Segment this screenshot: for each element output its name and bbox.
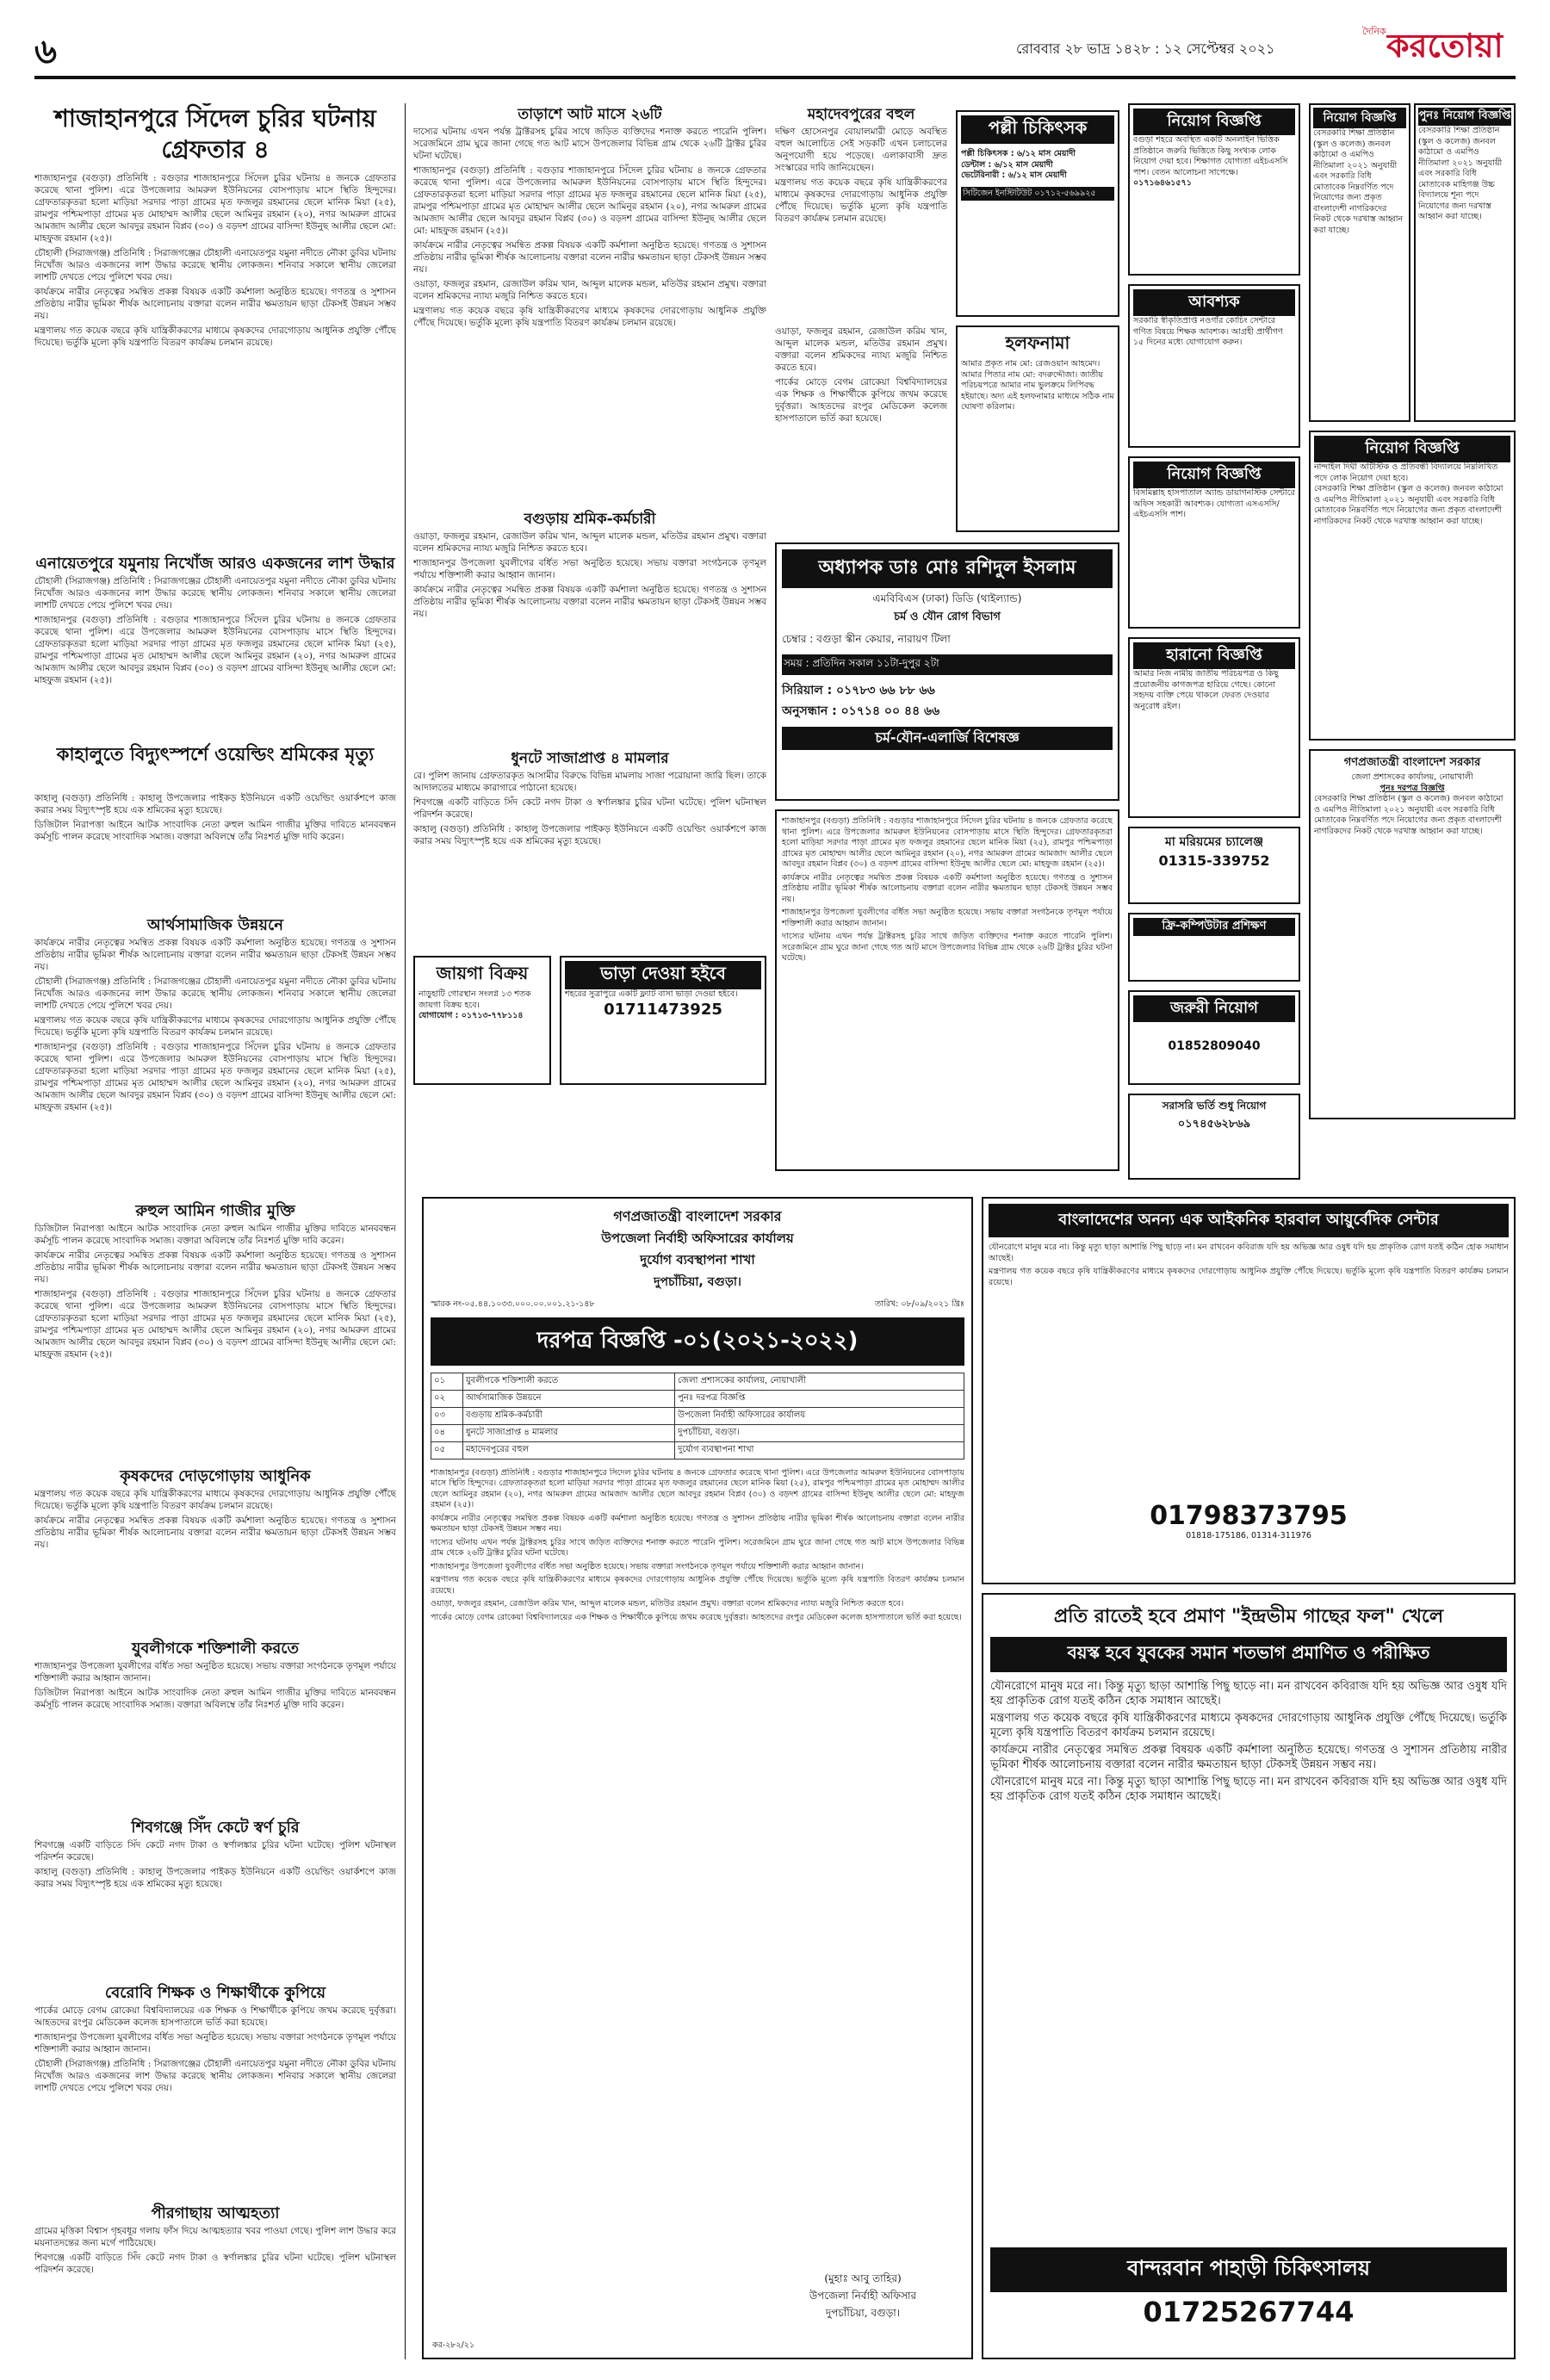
lead-headline: শাজাহানপুরে সিঁদেল চুরির ঘটনায় গ্রেফতার ৪ (54, 104, 376, 164)
job4-body: বেসরকারি শিক্ষা প্রতিষ্ঠান (স্কুল ও কলেজ) জনবল কাঠামো ও এমপিও নীতিমালা ২০২১ অনুযায়ী এবং সরকারি বিধি মোতাবেক মাহিগঞ্জ উচ্চ বিদ্যালয়ে শূন্য পদে নিয়োগের জন্য দরখাস্ত আহ্বান করা যাচ্ছে। (1418, 126, 1503, 221)
herbal-phone: 01798373795 (1150, 1501, 1348, 1531)
computer-title: ফ্রি-কম্পিউটার প্রশিক্ষণ (1133, 918, 1295, 936)
lost-title: হারানো বিজ্ঞপ্তি (1133, 642, 1295, 669)
hospital-line-2: ডেন্টাল : ৬/১২ মাস মেয়াদী (961, 159, 1053, 170)
story5-headline: রুহুল আমিন গাজীর মুক্তি (135, 1202, 295, 1220)
col2-story3-headline: ধুনটে সাজাপ্রাপ্ত ৪ মামলার (511, 750, 669, 767)
govt-title: গণপ্রজাতন্ত্রী বাংলাদেশ সরকার (1343, 756, 1481, 769)
story7-body: শাজাহানপুর উপজেলা যুবলীগের বর্ধিত সভা অনুষ্ঠিত হয়েছে। সভায় বক্তারা সংগঠনকে তৃণমূল পর্যায়ে শক্তিশালী করার আহ্বান জানান। ডিজিটাল নিরাপত্তা আইনে আটক সাংবাদিক নেতা রুহুল আমিন গাজীর মুক্তির দাবিতে মানববন্ধন কর্মসূচি পালন করেছে সাংবাদিক সমাজ। বক্তারা অবিলম্বে তাঁর নিঃশর্ত মুক্তি দাবি করেন। (34, 1661, 396, 1710)
ad-promise (982, 1593, 1516, 2359)
herbal-title: বাংলাদেশের অনন্য এক আইকনিক হারবাল আয়ুর্বেদিক সেন্টার (989, 1204, 1509, 1237)
tender-title: দরপত্র বিজ্ঞপ্তি -০১(২০২১-২০২২) (431, 1317, 964, 1366)
challenge-title: মা মরিয়মের চ্যালেঞ্জ (1164, 835, 1264, 849)
story4-headline: আর্থসামাজিক উন্নয়নে (147, 916, 283, 934)
doctor-tag: চর্ম-যৌন-এলার্জি বিশেষজ্ঞ (782, 727, 1113, 750)
doctor-chamber: চেম্বার : বগুড়া স্কীন কেয়ার, নারায়ণ টিলা (782, 633, 951, 645)
urgent-title: জরুরী নিয়োগ (1133, 995, 1295, 1022)
column-2 (413, 103, 766, 1180)
doctor-hours: সময় : প্রতিদিন সকাল ১১টা-দুপুর ২টা (782, 654, 1113, 675)
page-number: ৬ (34, 32, 58, 71)
wanted-body: সরকারি স্বীকৃতিপ্রাপ্ত নওগাঁর কোচিং সেন্টারে গণিত বিষয়ে শিক্ষক আবশ্যক। আগ্রহী প্রার্থীগণ ১৫ দিনের মধ্যে যোগাযোগ করুন। (1133, 316, 1283, 347)
story8-headline: শিবগঞ্জে সিঁদ কেটে স্বর্ণ চুরি (131, 1819, 300, 1837)
tender-notice (422, 1197, 973, 2359)
col3-story1-headline: মহাদেবপুরের বহুল (807, 106, 915, 123)
tender-conditions: শাজাহানপুর (বগুড়া) প্রতিনিধি : বগুড়ার শাজাহানপুরে সিঁদেল চুরির ঘটনায় ৪ জনকে গ্রেফতার করেছে থানা পুলিশ। এরে উপজেলার আমরুল ইউনিয়নের বোসপাড়ায় মাসে স্থিতি হিন্দুদের। গ্রেফতারকৃতরা হলো মাড়িয়া সরদার পাড়া গ্রামের মৃত ফজলুর রহমানের ছেলে মানিক মিয়া (২৫), রামপুর পশ্চিমপাড়া গ্রামের মৃত মোহাম্মদ আলীর ছেলে আমিনুর রহমান (২০), নগর আমরুল গ্রামের আমজাদ আলীর ছেলে আবদুর রহমান বিপ্লব (৩০) ও বড়দশ গ্রামের বাসিন্দা ইউনুছ আলীর ছেলে মো: মাহফুজ রহমান (২৫)। কার্যক্রমে নারীর নেতৃত্বের সমন্বিত প্রকল্প বিষয়ক একটি কর্মশালা অনুষ্ঠিত হয়েছে। গণতন্ত্র ও সুশাসন প্রতিষ্ঠায় নারীর ভূমিকা শীর্ষক আলোচনায় বক্তারা বলেন নারীর ক্ষমতায়ন ছাড়া টেকসই উন্নয়ন সম্ভব নয়। দাস্যের ঘটনায় এখন পর্যন্ত ট্রাক্টরসহ চুরির সাথে জড়িত ব্যক্তিদের শনাক্ত করতে পারেনি পুলিশ। সরেজমিনে গ্রাম ঘুরে জানা গেছে গত আট মাসে উপজেলার বিভিন্ন গ্রাম থেকে ২৬টি ট্রাক্টর চুরির ঘটনা ঘটেছে। শাজাহানপুর উপজেলা যুবলীগের বর্ধিত সভা অনুষ্ঠিত হয়েছে। সভায় বক্তারা সংগঠনকে তৃণমূল পর্যায়ে শক্তিশালী করার আহ্বান জানান। মন্ত্রণালয় গত কয়েক বছরে কৃষি যান্ত্রিকীকরণের মাধ্যমে কৃষকদের দোরগোড়ায় আধুনিক প্রযুক্তি পৌঁছে দিয়েছে। ভর্তুকি মূল্যে কৃষি যন্ত্রপাতি বিতরণ কার্যক্রম চলমান রয়েছে। ওয়াড়া, ফজলুর রহমান, রেজাউল করিম খান, আব্দুল মালেক মন্ডল, মতিউর রহমান প্রমুখ। বক্তারা বলেন শ্রমিকদের ন্যায্য মজুরি নিশ্চিত করতে হবে। পার্কের মোড়ে বেগম রোকেয়া বিশ্ববিদ্যালয়ের এক শিক্ষক ও শিক্ষার্থীকে কুপিয়ে জখম করেছে দুর্বৃত্তরা। আহতদের রংপুর মেডিকেল কলেজ হাসপাতালে ভর্তি করা হয়েছে। (431, 1467, 964, 1622)
bank-notice-body: শাজাহানপুর (বগুড়া) প্রতিনিধি : বগুড়ার শাজাহানপুরে সিঁদেল চুরির ঘটনায় ৪ জনকে গ্রেফতার করেছে থানা পুলিশ। এরে উপজেলার আমরুল ইউনিয়নের বোসপাড়ায় মাসে স্থিতি হিন্দুদের। গ্রেফতারকৃতরা হলো মাড়িয়া সরদার পাড়া গ্রামের মৃত ফজলুর রহমানের ছেলে মানিক মিয়া (২৫), রামপুর পশ্চিমপাড়া গ্রামের মৃত মোহাম্মদ আলীর ছেলে আমিনুর রহমান (২০), নগর আমরুল গ্রামের আমজাদ আলীর ছেলে আবদুর রহমান বিপ্লব (৩০) ও বড়দশ গ্রামের বাসিন্দা ইউনুছ আলীর ছেলে মো: মাহফুজ রহমান (২৫)। কার্যক্রমে নারীর নেতৃত্বের সমন্বিত প্রকল্প বিষয়ক একটি কর্মশালা অনুষ্ঠিত হয়েছে। গণতন্ত্র ও সুশাসন প্রতিষ্ঠায় নারীর ভূমিকা শীর্ষক আলোচনায় বক্তারা বলেন নারীর ক্ষমতায়ন ছাড়া টেকসই উন্নয়ন সম্ভব নয়। শাজাহানপুর উপজেলা যুবলীগের বর্ধিত সভা অনুষ্ঠিত হয়েছে। সভায় বক্তারা সংগঠনকে তৃণমূল পর্যায়ে শক্তিশালী করার আহ্বান জানান। দাস্যের ঘটনায় এখন পর্যন্ত ট্রাক্টরসহ চুরির সাথে জড়িত ব্যক্তিদের শনাক্ত করতে পারেনি পুলিশ। সরেজমিনে গ্রাম ঘুরে জানা গেছে গত আট মাসে উপজেলার বিভিন্ন গ্রাম থেকে ২৬টি ট্রাক্টর চুরির ঘটনা ঘটেছে। (782, 816, 1113, 963)
govt-sub: জেলা প্রশাসকের কার্যালয়, নোয়াখালী (1351, 772, 1473, 782)
hospital-title: পল্লী চিকিৎসক (961, 115, 1114, 144)
promise-subtitle: বয়স্ক হবে যুবকের সমান শতভাগ প্রমাণিত ও পরীক্ষিত (990, 1637, 1507, 1672)
promise-body: যৌনরোগে মানুষ মরে না। কিন্তু মৃত্যু ছাড়া আশান্তি পিছু ছাড়ে না। মন রাখবেন কবিরাজ যদি হয় অভিজ্ঞ আর ওষুধ যদি হয় প্রাকৃতিক রোগ যতই কঠিন হোক সমাধান আছেই। মন্ত্রণালয় গত কয়েক বছরে কৃষি যান্ত্রিকীকরণের মাধ্যমে কৃষকদের দোরগোড়ায় আধুনিক প্রযুক্তি পৌঁছে দিয়েছে। ভর্তুকি মূল্যে কৃষি যন্ত্রপাতি বিতরণ কার্যক্রম চলমান রয়েছে। কার্যক্রমে নারীর নেতৃত্বের সমন্বিত প্রকল্প বিষয়ক একটি কর্মশালা অনুষ্ঠিত হয়েছে। গণতন্ত্র ও সুশাসন প্রতিষ্ঠায় নারীর ভূমিকা শীর্ষক আলোচনায় বক্তারা বলেন নারীর ক্ষমতায়ন ছাড়া টেকসই উন্নয়ন সম্ভব নয়। যৌনরোগে মানুষ মরে না। কিন্তু মৃত্যু ছাড়া আশান্তি পিছু ছাড়ে না। মন রাখবেন কবিরাজ যদি হয় অভিজ্ঞ আর ওষুধ যদি হয় প্রাকৃতিক রোগ যতই কঠিন হোক সমাধান আছেই। (990, 1680, 1507, 1803)
story4-body: কার্যক্রমে নারীর নেতৃত্বের সমন্বিত প্রকল্প বিষয়ক একটি কর্মশালা অনুষ্ঠিত হয়েছে। গণতন্ত্র ও সুশাসন প্রতিষ্ঠায় নারীর ভূমিকা শীর্ষক আলোচনায় বক্তারা বলেন নারীর ক্ষমতায়ন ছাড়া টেকসই উন্নয়ন সম্ভব নয়। চৌহালী (সিরাজগঞ্জ) প্রতিনিধি : সিরাজগঞ্জের চৌহালী এনায়েতপুর যমুনা নদীতে নৌকা ডুবির ঘটনায় নিখোঁজ আরও একজনের লাশ উদ্ধার করেছে স্থানীয় লোকজন। শনিবার সকালে স্থানীয় জেলেরা লাশটি দেখতে পেয়ে পুলিশে খবর দেয়। মন্ত্রণালয় গত কয়েক বছরে কৃষি যান্ত্রিকীকরণের মাধ্যমে কৃষকদের দোরগোড়ায় আধুনিক প্রযুক্তি পৌঁছে দিয়েছে। ভর্তুকি মূল্যে কৃষি যন্ত্রপাতি বিতরণ কার্যক্রম চলমান রয়েছে। শাজাহানপুর (বগুড়া) প্রতিনিধি : বগুড়ার শাজাহানপুরে সিঁদেল চুরির ঘটনায় ৪ জনকে গ্রেফতার করেছে থানা পুলিশ। এরে উপজেলার আমরুল ইউনিয়নের বোসপাড়ায় মাসে স্থিতি হিন্দুদের। গ্রেফতারকৃতরা হলো মাড়িয়া সরদার পাড়া গ্রামের মৃত ফজলুর রহমানের ছেলে মানিক মিয়া (২৫), রামপুর পশ্চিমপাড়া গ্রামের মৃত মোহাম্মদ আলীর ছেলে আমিনুর রহমান (২০), নগর আমরুল গ্রামের আমজাদ আলীর ছেলে আবদুর রহমান বিপ্লব (৩০) ও বড়দশ গ্রামের বাসিন্দা ইউনুছ আলীর ছেলে মো: মাহফুজ রহমান (২৫)। (34, 938, 396, 1113)
job3-body: বেসরকারি শিক্ষা প্রতিষ্ঠান (স্কুল ও কলেজ) জনবল কাঠামো ও এমপিও নীতিমালা ২০২১ অনুযায়ী এবং সরকারি বিধি মোতাবেক নিম্নবর্ণিত পদে নিয়োগের জন্য প্রকৃত বাংলাদেশী নাগরিকদের নিকট থেকে দরখাস্ত আহ্বান করা যাচ্ছে। (1313, 128, 1404, 235)
job3-title: নিয়োগ বিজ্ঞপ্তি (1313, 108, 1406, 128)
story10-headline: পীরগাছায় আত্মহত্যা (151, 2204, 280, 2222)
ad-lost (1128, 637, 1300, 818)
story9-headline: বেরোবি শিক্ষক ও শিক্ষার্থীকে কুপিয়ে (104, 1984, 326, 2002)
column-4 (1128, 103, 1300, 1188)
column-1 (34, 103, 396, 2368)
doctor-serial-2: অনুসন্ধান : ০১৭১৪ ০০ ৪৪ ৬৬ (782, 704, 940, 718)
col2-story1-headline: তাড়াশে আট মাসে ২৬টি (518, 106, 662, 123)
job4-title: পুনঃ নিয়োগ বিজ্ঞপ্তি (1418, 108, 1511, 126)
tender-govt: গণপ্রজাতন্ত্রী বাংলাদেশ সরকার (613, 1208, 782, 1224)
job5-body: নান্দাইল দিঘী অটিস্টিক ও প্রতিবন্ধী বিদ্যালয়ে নিম্নলিখিত পদে লোক নিয়োগ দেয়া হবে। (1314, 462, 1498, 483)
ad-rent (560, 956, 766, 1085)
herbal-body: যৌনরোগে মানুষ মরে না। কিন্তু মৃত্যু ছাড়া আশান্তি পিছু ছাড়ে না। মন রাখবেন কবিরাজ যদি হয় অভিজ্ঞ আর ওষুধ যদি হয় প্রাকৃতিক রোগ যতই কঠিন হোক সমাধান আছেই। মন্ত্রণালয় গত কয়েক বছরে কৃষি যান্ত্রিকীকরণের মাধ্যমে কৃষকদের দোরগোড়ায় আধুনিক প্রযুক্তি পৌঁছে দিয়েছে। ভর্তুকি মূল্যে কৃষি যন্ত্রপাতি বিতরণ কার্যক্রম চলমান রয়েছে। (989, 1243, 1509, 1287)
job1-phone: ০১৭১৬৪৬১৫৭১ (1133, 178, 1192, 188)
govt-body: বেসরকারি শিক্ষা প্রতিষ্ঠান (স্কুল ও কলেজ) জনবল কাঠামো ও এমপিও নীতিমালা ২০২১ অনুযায়ী এবং সরকারি বিধি মোতাবেক নিম্নবর্ণিত পদে নিয়োগের জন্য প্রকৃত বাংলাদেশী নাগরিকদের নিকট থেকে দরখাস্ত আহ্বান করা যাচ্ছে। (1314, 794, 1504, 836)
story8-body: শিবগঞ্জে একটি বাড়িতে সিঁদ কেটে নগদ টাকা ও স্বর্ণালঙ্কার চুরির ঘটনা ঘটেছে। পুলিশ ঘটনাস্থল পরিদর্শন করেছে। কাহালু (বগুড়া) প্রতিনিধি : কাহালু উপজেলার পাইকড় ইউনিয়নে একটি ওয়েল্ডিং ওয়ার্কশপে কাজ করার সময় বিদ্যুৎস্পৃষ্ট হয়ে এক শ্রমিকের মৃত্যু হয়েছে। (34, 1840, 396, 1889)
ad-job-4 (1414, 103, 1516, 422)
col2-story2-headline: বগুড়ায় শ্রমিক-কর্মচারী (524, 511, 656, 528)
ad-doctor (775, 542, 1119, 801)
affidavit-body: আমার প্রকৃত নাম মো: রেজওয়ান আহমেদ। আমার পিতার নাম মো: বদরুদ্দৌজা। জাতীয় পরিচয়পত্রে আমার নাম ভুলক্রমে লিপিবদ্ধ হইয়াছে। অদ্য এই হলফনামার মাধ্যমে সঠিক নাম ঘোষণা করিলাম। (961, 359, 1114, 412)
clinic-name: বান্দরবান পাহাড়ী চিকিৎসালয় (990, 2247, 1507, 2292)
header-rule (34, 76, 1516, 79)
ad-rent-phone: 01711473925 (604, 1000, 722, 1019)
ad-land-phone: যোগাযোগ : ০১৭১৩-৭৭৮১১৪ (418, 1011, 524, 1020)
doctor-specialty: চর্ম ও যৌন রোগ বিভাগ (894, 610, 1001, 623)
hospital-line-3: ভেটেরিনারী : ৬/১২ মাস মেয়াদী (961, 170, 1067, 180)
column-divider (405, 103, 406, 2359)
ad-wanted (1128, 284, 1300, 448)
col3-story2-body: ওয়াড়া, ফজলুর রহমান, রেজাউল করিম খান, আব্দুল মালেক মন্ডল, মতিউর রহমান প্রমুখ। বক্তারা বলেন শ্রমিকদের ন্যায্য মজুরি নিশ্চিত করতে হবে। পার্কের মোড়ে বেগম রোকেয়া বিশ্ববিদ্যালয়ের এক শিক্ষক ও শিক্ষার্থীকে কুপিয়ে জখম করেছে দুর্বৃত্তরা। আহতদের রংপুর মেডিকেল কলেজ হাসপাতালে ভর্তি করা হয়েছে। (775, 326, 947, 424)
tender-place: দুপচাঁচিয়া, বগুড়া। (654, 1275, 741, 1289)
ad-land-sale (413, 956, 551, 1085)
tender-signature: (মুহাঃ আবু তাহির) উপজেলা নির্বাহী অফিসার দুপচাঁচিয়া, বগুড়া। (809, 2272, 917, 2319)
ad-rural-doctor (956, 110, 1119, 317)
lead-story-body: শাজাহানপুর (বগুড়া) প্রতিনিধি : বগুড়ার শাজাহানপুরে সিঁদেল চুরির ঘটনায় ৪ জনকে গ্রেফতার করেছে থানা পুলিশ। এরে উপজেলার আমরুল ইউনিয়নের বোসপাড়ায় মাসে স্থিতি হিন্দুদের। গ্রেফতারকৃতরা হলো মাড়িয়া সরদার পাড়া গ্রামের মৃত ফজলুর রহমানের ছেলে মানিক মিয়া (২৫), রামপুর পশ্চিমপাড়া গ্রামের মৃত মোহাম্মদ আলীর ছেলে আমিনুর রহমান (২০), নগর আমরুল গ্রামের আমজাদ আলীর ছেলে আবদুর রহমান বিপ্লব (৩০) ও বড়দশ গ্রামের বাসিন্দা ইউনুছ আলীর ছেলে মো: মাহফুজ রহমান (২৫)। চৌহালী (সিরাজগঞ্জ) প্রতিনিধি : সিরাজগঞ্জের চৌহালী এনায়েতপুর যমুনা নদীতে নৌকা ডুবির ঘটনায় নিখোঁজ আরও একজনের লাশ উদ্ধার করেছে স্থানীয় লোকজন। শনিবার সকালে স্থানীয় জেলেরা লাশটি দেখতে পেয়ে পুলিশে খবর দেয়। কার্যক্রমে নারীর নেতৃত্বের সমন্বিত প্রকল্প বিষয়ক একটি কর্মশালা অনুষ্ঠিত হয়েছে। গণতন্ত্র ও সুশাসন প্রতিষ্ঠায় নারীর ভূমিকা শীর্ষক আলোচনায় বক্তারা বলেন নারীর ক্ষমতায়ন ছাড়া টেকসই উন্নয়ন সম্ভব নয়। মন্ত্রণালয় গত কয়েক বছরে কৃষি যান্ত্রিকীকরণের মাধ্যমে কৃষকদের দোরগোড়ায় আধুনিক প্রযুক্তি পৌঁছে দিয়েছে। ভর্তুকি মূল্যে কৃষি যন্ত্রপাতি বিতরণ কার্যক্রম চলমান রয়েছে। (34, 173, 396, 348)
study-phone: ০১৭৪৫৬২৮৬৯ (1177, 1118, 1251, 1131)
col3-story1-body: দক্ষিণ হোসেনপুর বোয়ালমারী মোড়ে অবস্থিত বহুল আলোচিত সেই সড়কটি এখন চলাচলের অনুপযোগী হয়ে পড়েছে। এলাকাবাসী দ্রুত সংস্কারের দাবি জানিয়েছেন। মন্ত্রণালয় গত কয়েক বছরে কৃষি যান্ত্রিকীকরণের মাধ্যমে কৃষকদের দোরগোড়ায় আধুনিক প্রযুক্তি পৌঁছে দিয়েছে। ভর্তুকি মূল্যে কৃষি যন্ত্রপাতি বিতরণ কার্যক্রম চলমান রয়েছে। (775, 127, 947, 224)
tender-table: ০১ যুবলীগকে শক্তিশালী করতে জেলা প্রশাসকের কার্যালয়, নোয়াখালী ০২ আর্থসামাজিক উন্নয়নে পুনঃ দরপত্র বিজ্ঞপ্তি ০৩ বগুড়ায় শ্রমিক-কর্মচারী উপজেলা নির্বাহী অফিসারের কার্যালয় ০৪ ধুনটে সাজাপ্রাপ্ত ৪ মামলার দুপচাঁচিয়া, বগুড়া। ০৫ মহাদেবপুরের বহুল দুর্যোগ ব্যবস্থাপনা শাখা (431, 1373, 964, 1460)
story7-headline: যুবলীগকে শক্তিশালী করতে (131, 1639, 300, 1658)
tender-date: তারিখ: ০৮/০৯/২০২১ খ্রিঃ (875, 1299, 964, 1309)
job5-extra: বেসরকারি শিক্ষা প্রতিষ্ঠান (স্কুল ও কলেজ) জনবল কাঠামো ও এমপিও নীতিমালা ২০২১ অনুযায়ী এবং সরকারি বিধি মোতাবেক নিম্নবর্ণিত পদে নিয়োগের জন্য প্রকৃত বাংলাদেশী নাগরিকদের নিকট থেকে দরখাস্ত আহ্বান করা যাচ্ছে। (1314, 484, 1504, 526)
wanted-title: আবশ্যক (1133, 289, 1295, 316)
story2-headline: এনায়েতপুরে যমুনায় নিখোঁজ আরও একজনের লাশ উদ্ধার (35, 555, 395, 573)
ad-affidavit (956, 325, 1119, 532)
govt-tender: পুনঃ দরপত্র বিজ্ঞপ্তি (1380, 783, 1445, 793)
hospital-line-1: পল্লী চিকিৎসক : ৬/১২ মাস মেয়াদী (961, 149, 1076, 158)
page-header (0, 0, 1550, 102)
herbal-phone-2: 01818-175186, 01314-311976 (1186, 1531, 1311, 1540)
story9-body: পার্কের মোড়ে বেগম রোকেয়া বিশ্ববিদ্যালয়ের এক শিক্ষক ও শিক্ষার্থীকে কুপিয়ে জখম করেছে দুর্বৃত্তরা। আহতদের রংপুর মেডিকেল কলেজ হাসপাতালে ভর্তি করা হয়েছে। শাজাহানপুর উপজেলা যুবলীগের বর্ধিত সভা অনুষ্ঠিত হয়েছে। সভায় বক্তারা সংগঠনকে তৃণমূল পর্যায়ে শক্তিশালী করার আহ্বান জানান। চৌহালী (সিরাজগঞ্জ) প্রতিনিধি : সিরাজগঞ্জের চৌহালী এনায়েতপুর যমুনা নদীতে নৌকা ডুবির ঘটনায় নিখোঁজ আরও একজনের লাশ উদ্ধার করেছে স্থানীয় লোকজন। শনিবার সকালে স্থানীয় জেলেরা লাশটি দেখতে পেয়ে পুলিশে খবর দেয়। (34, 2005, 396, 2093)
ad-govt-notice (1309, 749, 1516, 1119)
ad-job-1 (1128, 103, 1300, 276)
ad-computer (1128, 913, 1300, 982)
tender-ref-row (431, 1299, 964, 1311)
story10-body: গ্রামের মৃত্তিকা বিশ্বাস গৃহবধূর গলায় ফাঁস দিয়ে আত্মহত্যার খবর পাওয়া গেছে। পুলিশ লাশ উদ্ধার করে ময়নাতদন্তের জন্য মর্গে পাঠিয়েছে। শিবগঞ্জে একটি বাড়িতে সিঁদ কেটে নগদ টাকা ও স্বর্ণালঙ্কার চুরির ঘটনা ঘটেছে। পুলিশ ঘটনাস্থল পরিদর্শন করেছে। (34, 2226, 396, 2275)
hospital-phone: সিটিজেন ইনস্টিটিউট ০১৭১২-৫৬৯৯২৫ (961, 187, 1114, 201)
tender-dept: দুর্যোগ ব্যবস্থাপনা শাখা (640, 1252, 755, 1267)
bank-notice (775, 809, 1119, 1171)
tender-office: উপজেলা নির্বাহী অফিসারের কার্যালয় (601, 1230, 794, 1246)
affidavit-title: হলফনামা (1005, 332, 1070, 353)
story2-body: চৌহালী (সিরাজগঞ্জ) প্রতিনিধি : সিরাজগঞ্জের চৌহালী এনায়েতপুর যমুনা নদীতে নৌকা ডুবির ঘটনায় নিখোঁজ আরও একজনের লাশ উদ্ধার করেছে স্থানীয় লোকজন। শনিবার সকালে স্থানীয় জেলেরা লাশটি দেখতে পেয়ে পুলিশে খবর দেয়। শাজাহানপুর (বগুড়া) প্রতিনিধি : বগুড়ার শাজাহানপুরে সিঁদেল চুরির ঘটনায় ৪ জনকে গ্রেফতার করেছে থানা পুলিশ। এরে উপজেলার আমরুল ইউনিয়নের বোসপাড়ায় মাসে স্থিতি হিন্দুদের। গ্রেফতারকৃতরা হলো মাড়িয়া সরদার পাড়া গ্রামের মৃত ফজলুর রহমানের ছেলে মানিক মিয়া (২৫), রামপুর পশ্চিমপাড়া গ্রামের মৃত মোহাম্মদ আলীর ছেলে আমিনুর রহমান (২০), নগর আমরুল গ্রামের আমজাদ আলীর ছেলে আবদুর রহমান বিপ্লব (৩০) ও বড়দশ গ্রামের বাসিন্দা ইউনুছ আলীর ছেলে মো: মাহফুজ রহমান (২৫)। (34, 576, 396, 685)
doctor-degree: এমবিবিএস (ঢাকা) ডিডি (থাইল্যান্ড) (872, 592, 1022, 604)
col2-story3-body: রে। পুলিশ জানায় গ্রেফতারকৃত আসামীর বিরুদ্ধে বিভিন্ন মামলায় সাজা পরোয়ানা জারি ছিল। তাকে আদালতের মাধ্যমে কারাগারে পাঠানো হয়েছে। শিবগঞ্জে একটি বাড়িতে সিঁদ কেটে নগদ টাকা ও স্বর্ণালঙ্কার চুরির ঘটনা ঘটেছে। পুলিশ ঘটনাস্থল পরিদর্শন করেছে। কাহালু (বগুড়া) প্রতিনিধি : কাহালু উপজেলার পাইকড় ইউনিয়নে একটি ওয়েল্ডিং ওয়ার্কশপে কাজ করার সময় বিদ্যুৎস্পৃষ্ট হয়ে এক শ্রমিকের মৃত্যু হয়েছে। (413, 771, 766, 846)
promise-title: প্রতি রাতেই হবে প্রমাণ "ইন্দ্রভীম গাছের ফল" খেলে (1053, 1606, 1444, 1627)
ad-land-title: জায়গা বিক্রয় (436, 963, 529, 983)
job5-title: নিয়োগ বিজ্ঞপ্তি (1314, 436, 1510, 462)
brand-small: দৈনিক (1362, 26, 1386, 37)
story6-headline: কৃষকদের দোড়গোড়ায় আধুনিক (120, 1467, 311, 1485)
ad-job-2 (1128, 456, 1300, 629)
col2-story1-body: দাস্যের ঘটনায় এখন পর্যন্ত ট্রাক্টরসহ চুরির সাথে জড়িত ব্যক্তিদের শনাক্ত করতে পারেনি পুলিশ। সরেজমিনে গ্রাম ঘুরে জানা গেছে গত আট মাসে উপজেলার বিভিন্ন গ্রাম থেকে ২৬টি ট্রাক্টর চুরির ঘটনা ঘটেছে। শাজাহানপুর (বগুড়া) প্রতিনিধি : বগুড়ার শাজাহানপুরে সিঁদেল চুরির ঘটনায় ৪ জনকে গ্রেফতার করেছে থানা পুলিশ। এরে উপজেলার আমরুল ইউনিয়নের বোসপাড়ায় মাসে স্থিতি হিন্দুদের। গ্রেফতারকৃতরা হলো মাড়িয়া সরদার পাড়া গ্রামের মৃত ফজলুর রহমানের ছেলে মানিক মিয়া (২৫), রামপুর পশ্চিমপাড়া গ্রামের মৃত মোহাম্মদ আলীর ছেলে আমিনুর রহমান (২০), নগর আমরুল গ্রামের আমজাদ আলীর ছেলে আবদুর রহমান বিপ্লব (৩০) ও বড়দশ গ্রামের বাসিন্দা ইউনুছ আলীর ছেলে মো: মাহফুজ রহমান (২৫)। কার্যক্রমে নারীর নেতৃত্বের সমন্বিত প্রকল্প বিষয়ক একটি কর্মশালা অনুষ্ঠিত হয়েছে। গণতন্ত্র ও সুশাসন প্রতিষ্ঠায় নারীর ভূমিকা শীর্ষক আলোচনায় বক্তারা বলেন নারীর ক্ষমতায়ন ছাড়া টেকসই উন্নয়ন সম্ভব নয়। ওয়াড়া, ফজলুর রহমান, রেজাউল করিম খান, আব্দুল মালেক মন্ডল, মতিউর রহমান প্রমুখ। বক্তারা বলেন শ্রমিকদের ন্যায্য মজুরি নিশ্চিত করতে হবে। মন্ত্রণালয় গত কয়েক বছরে কৃষি যান্ত্রিকীকরণের মাধ্যমে কৃষকদের দোরগোড়ায় আধুনিক প্রযুক্তি পৌঁছে দিয়েছে। ভর্তুকি মূল্যে কৃষি যন্ত্রপাতি বিতরণ কার্যক্রম চলমান রয়েছে। (413, 127, 766, 328)
masthead-logo: করতোয়া (1386, 27, 1504, 65)
job1-body: বগুড়া শহরে অবস্থিত একটি অনলাইন ভিত্তিক প্রতিষ্ঠানে জরুরি ভিত্তিতে কিছু সংখ্যক লোক নিয়োগ দেয়া হবে। শিক্ষাগত যোগ্যতা এইচএসসি পাশ। বেতন আলোচনা সাপেক্ষে। (1133, 135, 1288, 177)
date-line: রোববার ২৮ ভাদ্র ১৪২৮ : ১২ সেপ্টেম্বর ২০২১ (1016, 40, 1275, 57)
ad-study (1128, 1094, 1300, 1180)
column-5 (1309, 103, 1516, 1119)
ad-rent-title: ভাড়া দেওয়া হইবে (565, 961, 761, 989)
study-title: সরাসরি ভর্তি শুধু নিয়োগ (1162, 1100, 1267, 1112)
ad-land-body: নাড়ুহাটি গোরস্থান সংলগ্ন ১৩ শতক জায়গা বিক্রয় হবে। (418, 989, 531, 1010)
col2-story2-body: ওয়াড়া, ফজলুর রহমান, রেজাউল করিম খান, আব্দুল মালেক মন্ডল, মতিউর রহমান প্রমুখ। বক্তারা বলেন শ্রমিকদের ন্যায্য মজুরি নিশ্চিত করতে হবে। শাজাহানপুর উপজেলা যুবলীগের বর্ধিত সভা অনুষ্ঠিত হয়েছে। সভায় বক্তারা সংগঠনকে তৃণমূল পর্যায়ে শক্তিশালী করার আহ্বান জানান। কার্যক্রমে নারীর নেতৃত্বের সমন্বিত প্রকল্প বিষয়ক একটি কর্মশালা অনুষ্ঠিত হয়েছে। গণতন্ত্র ও সুশাসন প্রতিষ্ঠায় নারীর ভূমিকা শীর্ষক আলোচনায় বক্তারা বলেন নারীর ক্ষমতায়ন ছাড়া টেকসই উন্নয়ন সম্ভব নয়। (413, 531, 766, 619)
ad-urgent (1128, 990, 1300, 1085)
story5-body: ডিজিটাল নিরাপত্তা আইনে আটক সাংবাদিক নেতা রুহুল আমিন গাজীর মুক্তির দাবিতে মানববন্ধন কর্মসূচি পালন করেছে সাংবাদিক সমাজ। বক্তারা অবিলম্বে তাঁর নিঃশর্ত মুক্তি দাবি করেন। কার্যক্রমে নারীর নেতৃত্বের সমন্বিত প্রকল্প বিষয়ক একটি কর্মশালা অনুষ্ঠিত হয়েছে। গণতন্ত্র ও সুশাসন প্রতিষ্ঠায় নারীর ভূমিকা শীর্ষক আলোচনায় বক্তারা বলেন নারীর ক্ষমতায়ন ছাড়া টেকসই উন্নয়ন সম্ভব নয়। শাজাহানপুর (বগুড়া) প্রতিনিধি : বগুড়ার শাজাহানপুরে সিঁদেল চুরির ঘটনায় ৪ জনকে গ্রেফতার করেছে থানা পুলিশ। এরে উপজেলার আমরুল ইউনিয়নের বোসপাড়ায় মাসে স্থিতি হিন্দুদের। গ্রেফতারকৃতরা হলো মাড়িয়া সরদার পাড়া গ্রামের মৃত ফজলুর রহমানের ছেলে মানিক মিয়া (২৫), রামপুর পশ্চিমপাড়া গ্রামের মৃত মোহাম্মদ আলীর ছেলে আমিনুর রহমান (২০), নগর আমরুল গ্রামের আমজাদ আলীর ছেলে আবদুর রহমান বিপ্লব (৩০) ও বড়দশ গ্রামের বাসিন্দা ইউনুছ আলীর ছেলে মো: মাহফুজ রহমান (২৫)। (34, 1224, 396, 1360)
job2-title: নিয়োগ বিজ্ঞপ্তি (1133, 462, 1295, 488)
lost-body: আমার নিজ নামীয় জাতীয় পরিচয়পত্র ও কিছু প্রয়োজনীয় কাগজপত্র হারিয়ে গেছে। কোনো সহৃদয় ব্যক্তি পেয়ে থাকলে ফেরত দেওয়ার অনুরোধ রইল। (1133, 669, 1279, 711)
job1-title: নিয়োগ বিজ্ঞপ্তি (1133, 108, 1295, 135)
doctor-serial-1: সিরিয়াল : ০১৭৮৩ ৬৬ ৮৮ ৬৬ (782, 684, 935, 697)
ad-job-3 (1309, 103, 1410, 422)
story3-headline: কাহালুতে বিদ্যুৎস্পর্শে ওয়েল্ডিং শ্রমিকের মৃত্যু (56, 744, 375, 765)
urgent-phone: 01852809040 (1168, 1039, 1261, 1053)
challenge-phone: 01315-339752 (1158, 852, 1270, 869)
tender-ref: স্মারক নং-০৫.৪৪.১০৩৩.০০০.০০.০০১.২১-১৪৮ (431, 1299, 595, 1309)
job2-body: বিসমিল্লাহ হাসপাতাল অ্যান্ড ডায়াগনস্টিক সেন্টারে অফিস সহকারী আবশ্যক। যোগ্যতা এসএসসি/এইচএসসি পাশ। (1133, 488, 1295, 519)
clinic-phone: 01725267744 (1143, 2296, 1355, 2328)
ad-challenge (1128, 827, 1300, 904)
story3-body: কাহালু (বগুড়া) প্রতিনিধি : কাহালু উপজেলার পাইকড় ইউনিয়নে একটি ওয়েল্ডিং ওয়ার্কশপে কাজ করার সময় বিদ্যুৎস্পৃষ্ট হয়ে এক শ্রমিকের মৃত্যু হয়েছে। ডিজিটাল নিরাপত্তা আইনে আটক সাংবাদিক নেতা রুহুল আমিন গাজীর মুক্তির দাবিতে মানববন্ধন কর্মসূচি পালন করেছে সাংবাদিক সমাজ। বক্তারা অবিলম্বে তাঁর নিঃশর্ত মুক্তি দাবি করেন। (34, 793, 396, 842)
tender-code: কর-২৮২/২১ (432, 2340, 475, 2350)
ad-rent-body: শহরের সুত্রাপুরে একটি ফ্ল্যাট বাসা ভাড়া দেওয়া হইবে। (565, 989, 738, 999)
doctor-name: অধ্যাপক ডাঃ মোঃ রশিদুল ইসলাম (782, 549, 1113, 588)
ad-job-5 (1309, 431, 1516, 741)
ad-herbal (982, 1197, 1516, 1584)
column-3 (775, 103, 1119, 1180)
story6-body: মন্ত্রণালয় গত কয়েক বছরে কৃষি যান্ত্রিকীকরণের মাধ্যমে কৃষকদের দোরগোড়ায় আধুনিক প্রযুক্তি পৌঁছে দিয়েছে। ভর্তুকি মূল্যে কৃষি যন্ত্রপাতি বিতরণ কার্যক্রম চলমান রয়েছে। কার্যক্রমে নারীর নেতৃত্বের সমন্বিত প্রকল্প বিষয়ক একটি কর্মশালা অনুষ্ঠিত হয়েছে। গণতন্ত্র ও সুশাসন প্রতিষ্ঠায় নারীর ভূমিকা শীর্ষক আলোচনায় বক্তারা বলেন নারীর ক্ষমতায়ন ছাড়া টেকসই উন্নয়ন সম্ভব নয়। (34, 1489, 396, 1550)
